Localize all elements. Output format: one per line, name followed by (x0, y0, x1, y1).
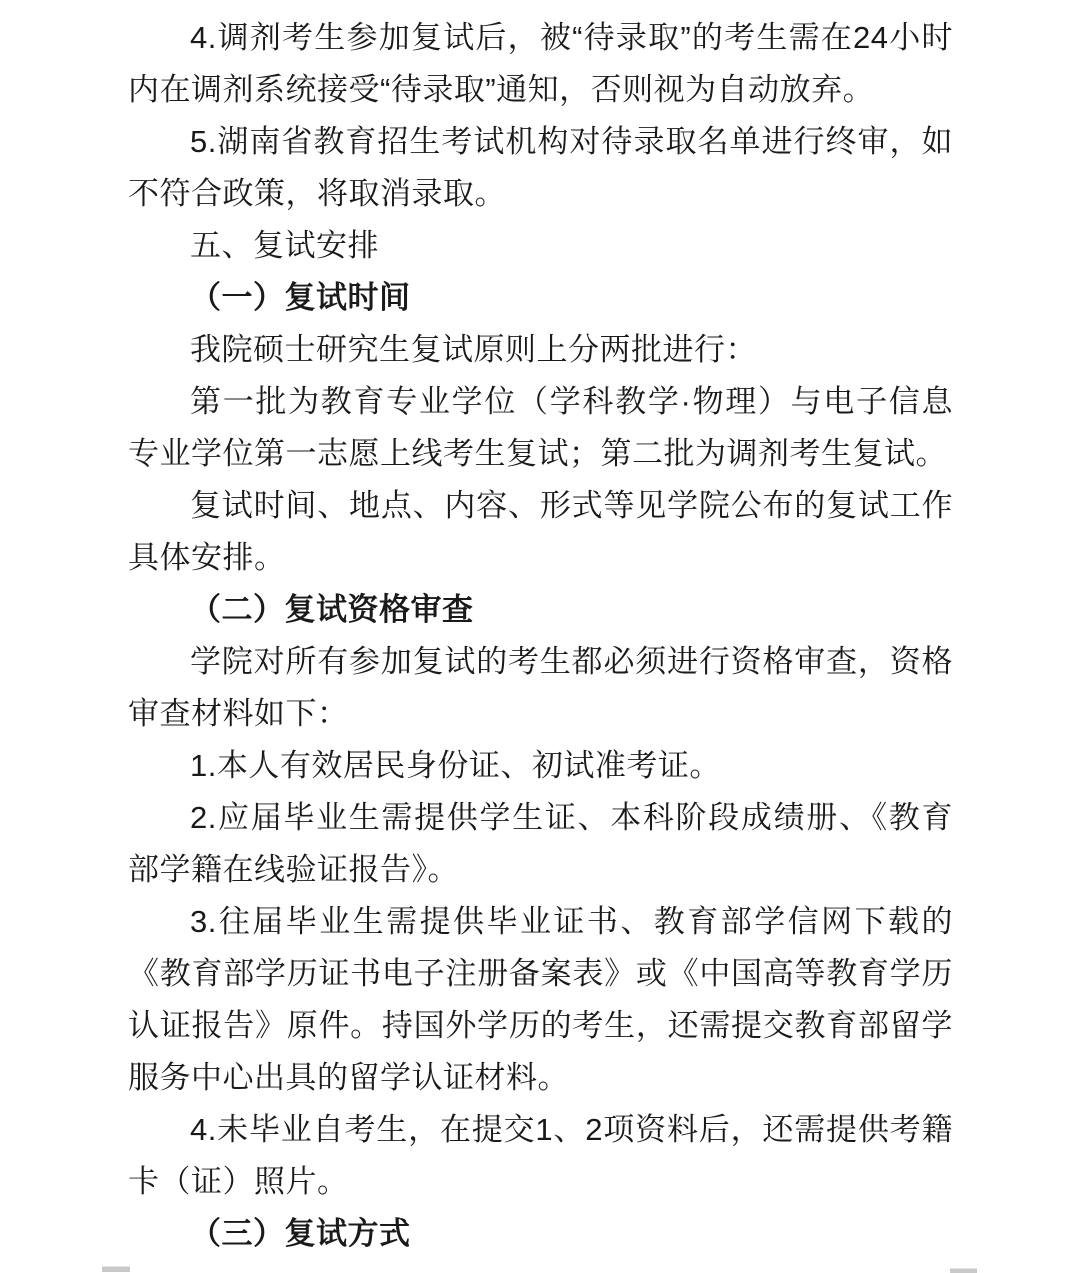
subsection-heading-qualification-review: （二）复试资格审查 (190, 592, 474, 627)
section-heading-five: 五、复试安排 (190, 228, 379, 263)
body-paragraph: 5.湖南省教育招生考试机构对待录取名单进行终审，如不符合政策，将取消录取。 (128, 124, 953, 211)
cropped-content-edge-right (950, 1268, 977, 1273)
body-paragraph: 1.本人有效居民身份证、初试准考证。 (190, 748, 721, 783)
body-paragraph: 学院对所有参加复试的考生都必须进行资格审查，资格审查材料如下： (128, 644, 953, 731)
body-paragraph: 复试时间、地点、内容、形式等见学院公布的复试工作具体安排。 (128, 488, 953, 575)
cropped-content-edge-left (102, 1266, 130, 1272)
subsection-heading-interview-method: （三）复试方式 (190, 1216, 411, 1251)
body-paragraph: 2.应届毕业生需提供学生证、本科阶段成绩册、《教育部学籍在线验证报告》。 (128, 800, 953, 887)
body-paragraph: 第一批为教育专业学位（学科教学·物理）与电子信息专业学位第一志愿上线考生复试；第二批为调剂考生复试。 (128, 384, 953, 471)
body-paragraph: 我院硕士研究生复试原则上分两批进行： (190, 332, 757, 367)
subsection-heading-interview-time: （一）复试时间 (190, 280, 411, 315)
body-paragraph: 3.往届毕业生需提供毕业证书、教育部学信网下载的《教育部学历证书电子注册备案表》或《中国高等教育学历认证报告》原件。持国外学历的考生，还需提交教育部留学服务中心出具的留学认证材料。 (128, 904, 953, 1095)
body-paragraph: 4.未毕业自考生，在提交1、2项资料后，还需提供考籍卡（证）照片。 (128, 1112, 953, 1199)
body-paragraph: 4.调剂考生参加复试后，被“待录取”的考生需在24小时内在调剂系统接受“待录取”通知，否则视为自动放弃。 (128, 20, 953, 107)
